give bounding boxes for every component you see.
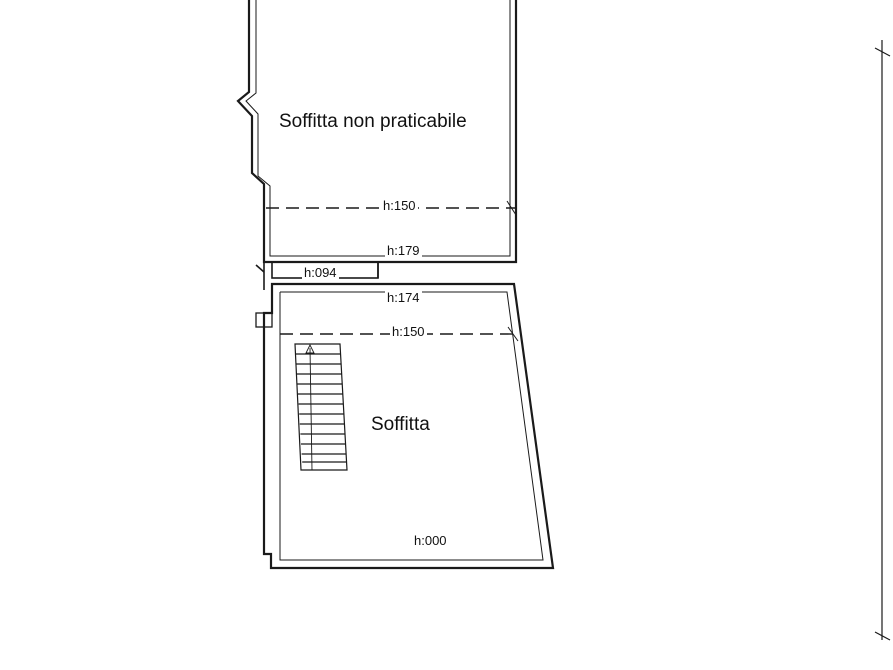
section-marker-right	[875, 40, 890, 640]
staircase	[295, 344, 347, 470]
dimension-label-h150-top: h:150	[383, 198, 416, 213]
dimension-label-h179: h:179	[387, 243, 420, 258]
dimension-label-h094: h:094	[304, 265, 337, 280]
dimension-label-h174: h:174	[387, 290, 420, 305]
room-label-attic: Soffitta	[371, 414, 430, 435]
dimension-label-h150-mid: h:150	[392, 324, 425, 339]
room-label-attic-non-walkable: Soffitta non praticabile	[279, 111, 467, 132]
lower-room-wall-opening	[256, 313, 272, 327]
dimension-label-h000: h:000	[414, 533, 447, 548]
